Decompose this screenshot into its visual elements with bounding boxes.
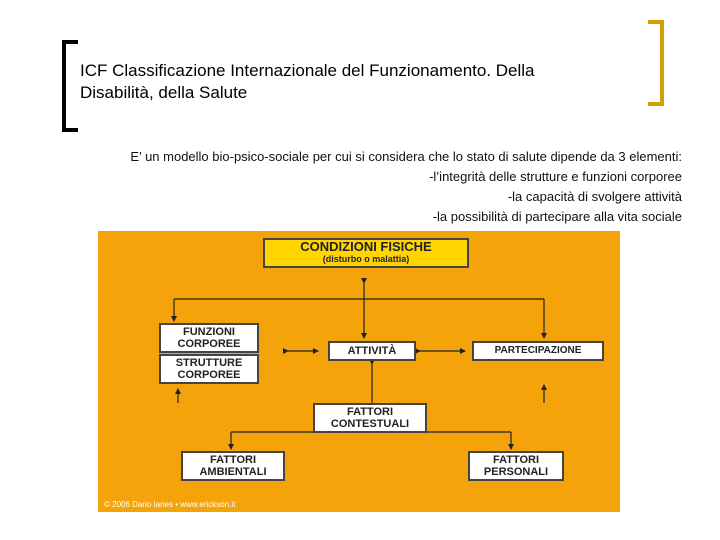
- funzioni-corporee-box: [159, 323, 259, 353]
- fattori-contestuali-box: [313, 403, 427, 433]
- contestuali-line-2: CONTESTUALI: [330, 418, 410, 430]
- strutture-line-2: CORPOREE: [177, 369, 241, 381]
- condizioni-fisiche-box: [263, 238, 469, 268]
- ambientali-line-2: AMBIENTALI: [199, 466, 267, 478]
- personali-line-2: PERSONALI: [483, 466, 549, 478]
- partecipazione-label: PARTECIPAZIONE: [494, 345, 582, 356]
- fattori-personali-box: [468, 451, 564, 481]
- condizioni-title: CONDIZIONI FISICHE: [300, 239, 432, 254]
- ambientali-line-1: FATTORI: [209, 454, 257, 466]
- fattori-ambientali-box: [181, 451, 285, 481]
- slide-title: [80, 60, 640, 104]
- condizioni-subtitle: (disturbo o malattia): [322, 254, 410, 264]
- strutture-corporee-box: [159, 354, 259, 384]
- diagram-copyright: © 2006 Dario Ianes • www.erickson.it: [104, 500, 236, 509]
- partecipazione-box: [472, 341, 604, 361]
- attivita-label: ATTIVITÀ: [347, 345, 397, 357]
- slide-title-line-1: ICF Classificazione Internazionale del Funzionamento. Della: [80, 61, 535, 80]
- intro-line-3: -la capacità di svolgere attività: [507, 189, 682, 204]
- funzioni-line-1: FUNZIONI: [183, 326, 235, 338]
- intro-line-2: -l’integrità delle strutture e funzioni corporee: [429, 169, 682, 184]
- icf-diagram: [98, 231, 620, 512]
- right-bracket-decoration: [648, 20, 664, 106]
- personali-line-1: FATTORI: [492, 454, 540, 466]
- strutture-line-1: STRUTTURE: [175, 357, 243, 369]
- left-bracket-decoration: [62, 40, 78, 132]
- intro-line-1: E’ un modello bio-psico-sociale per cui si considera che lo stato di salute dipende da 3 elementi:: [130, 149, 682, 164]
- intro-line-4: -la possibilità di partecipare alla vita sociale: [432, 209, 682, 224]
- intro-text: [80, 147, 682, 227]
- funzioni-line-2: CORPOREE: [177, 338, 241, 350]
- attivita-box: [328, 341, 416, 361]
- contestuali-line-1: FATTORI: [346, 406, 394, 418]
- slide-title-line-2: Disabilità, della Salute: [80, 83, 248, 102]
